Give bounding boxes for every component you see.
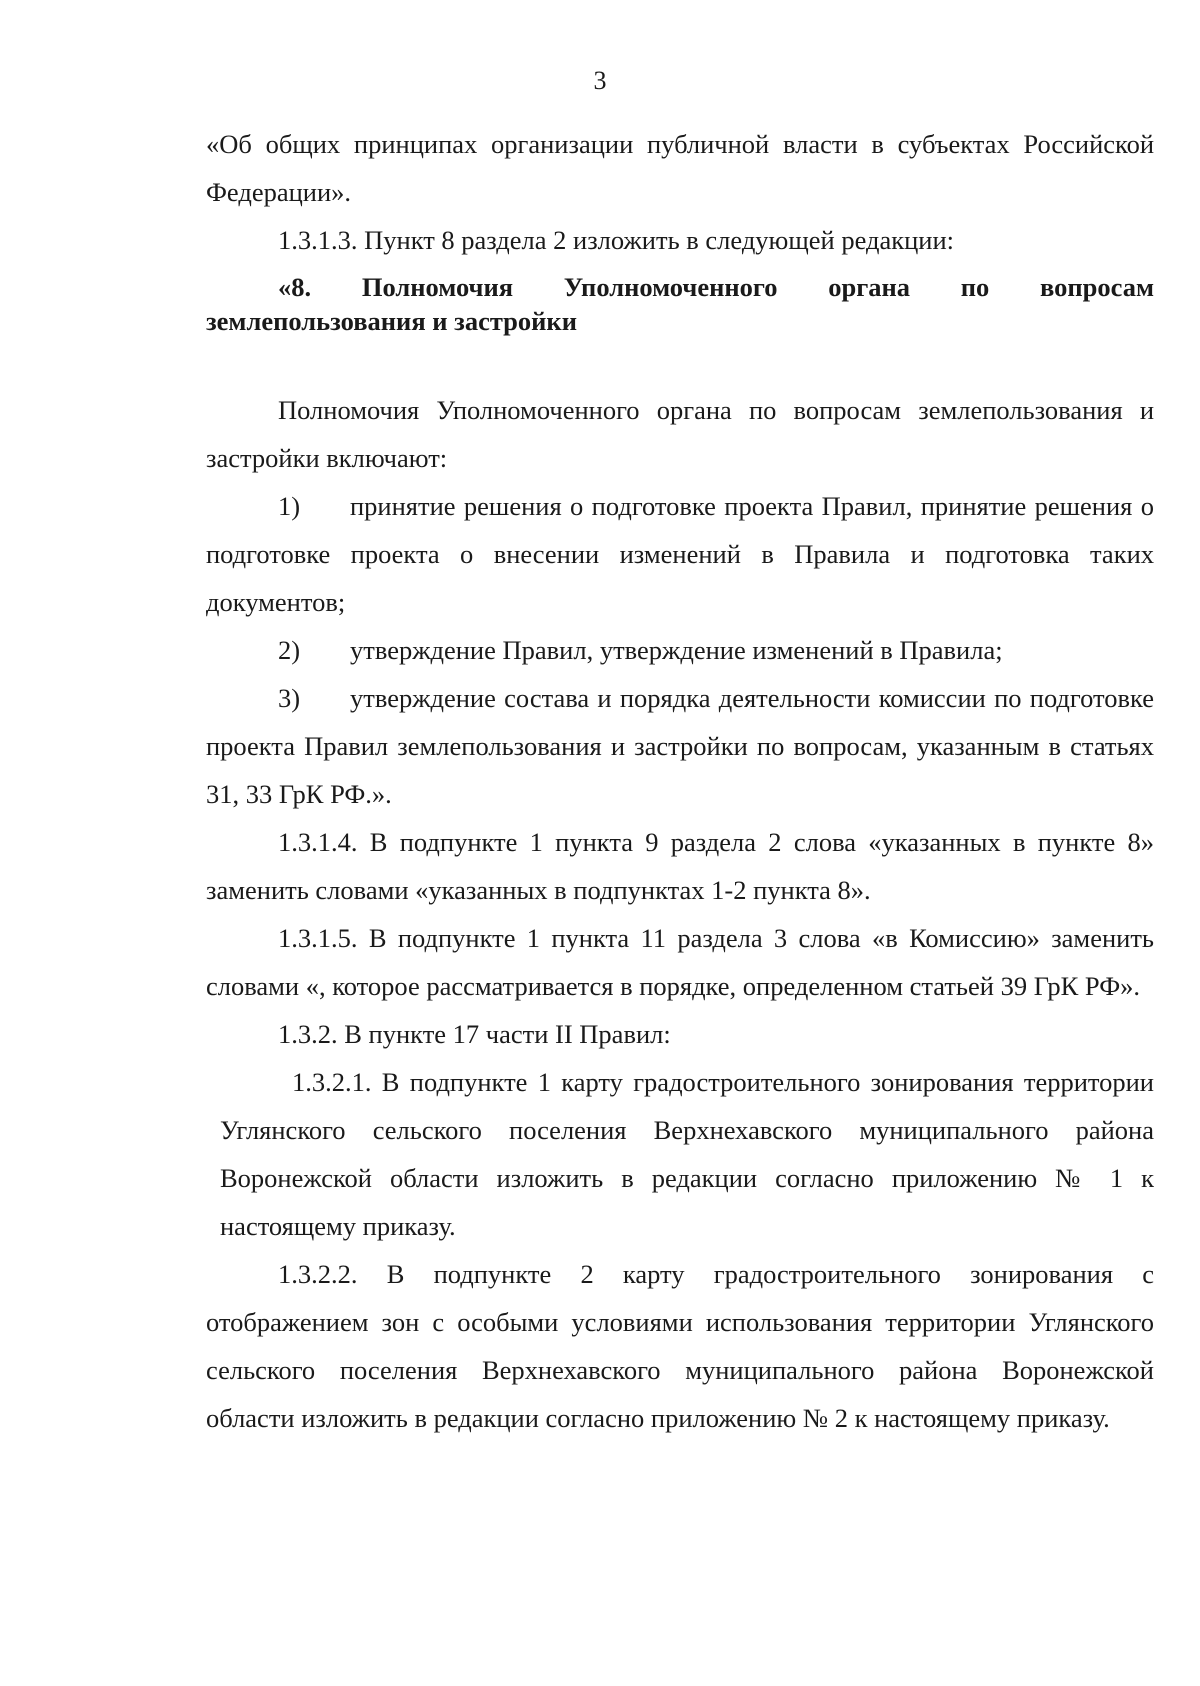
paragraph-federal-law-title: «Об общих принципах организации публичной власти в субъектах Российской Федерации».	[206, 129, 1154, 207]
list-item-1	[206, 482, 1154, 626]
paragraph-1-3-1-4: 1.3.1.4. В подпункте 1 пункта 9 раздела 2 слова «указанных в пункте 8» заменить словами «указанных в подпунктах 1-2 пункта 8».	[206, 827, 1154, 905]
paragraph-powers-intro: Полномочия Уполномоченного органа по вопросам землепользования и застройки включают:	[206, 395, 1154, 473]
page-number: 3	[593, 66, 607, 95]
list-item-text: утверждение состава и порядка деятельности комиссии по подготовке проекта Правил землепользования и застройки по вопросам, указанным в статьях 31, 33 ГрК РФ.».	[206, 683, 1154, 809]
paragraph-1-3-2-1: 1.3.2.1. В подпункте 1 карту градостроительного зонирования территории Углянского сельского поселения Верхнехавского муниципального района Воронежской области изложить в редакции согласно приложению № 1 к настоящему приказу.	[220, 1067, 1154, 1241]
document-body	[206, 120, 1154, 1442]
paragraph-1-3-1-3: 1.3.1.3. Пункт 8 раздела 2 изложить в следующей редакции:	[278, 225, 955, 255]
list-item-number: 3)	[278, 683, 301, 713]
paragraph-1-3-2: 1.3.2. В пункте 17 части II Правил:	[278, 1019, 671, 1049]
list-item-text: принятие решения о подготовке проекта Правил, принятие решения о подготовке проекта о внесении изменений в Правила и подготовка таких документов;	[206, 491, 1154, 617]
paragraph-1-3-1-5: 1.3.1.5. В подпункте 1 пункта 11 раздела 3 слова «в Комиссию» заменить словами «, которое рассматривается в порядке, определенном статьей 39 ГрК РФ».	[206, 923, 1154, 1001]
paragraph-1-3-2-2: 1.3.2.2. В подпункте 2 карту градостроительного зонирования с отображением зон с особыми условиями использования территории Углянского сельского поселения Верхнехавского муниципального района Воронежской области изложить в редакции согласно приложению № 2 к настоящему приказу.	[206, 1259, 1154, 1433]
list-item-number: 1)	[278, 491, 301, 521]
list-item-text: утверждение Правил, утверждение изменений в Правила;	[350, 635, 1003, 665]
list-item-2	[206, 626, 1154, 674]
section-heading: «8. Полномочия Уполномоченного органа по вопросам землепользования и застройки	[206, 272, 1154, 336]
list-item-3	[206, 674, 1154, 818]
list-item-number: 2)	[278, 635, 301, 665]
